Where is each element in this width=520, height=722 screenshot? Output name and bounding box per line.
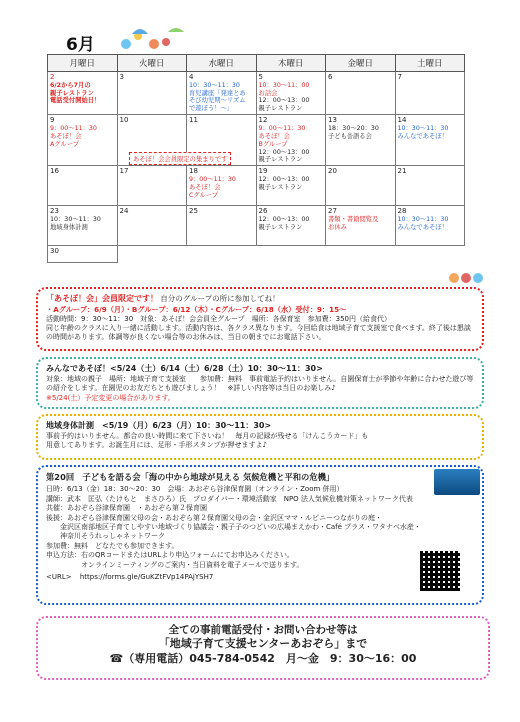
day-number: 14 [397,116,407,125]
calendar-event-text: 6/2から7月の [50,81,91,89]
box4-line: 神奈川そうれっしゃネットワーク [46,532,165,541]
calendar-event-text: 10：30～11：30 [189,81,240,89]
calendar-event-text: 親子レストラン [258,183,303,191]
calendar-week-row [48,246,465,263]
day-number: 3 [119,73,124,81]
qr-code[interactable] [420,551,460,591]
box4-line: 参加費：無料 どなたでも参加できます。 [46,541,179,550]
calendar-day-cell [187,206,257,246]
calendar-table [47,54,465,263]
calendar-event-text: お話会 [258,89,278,97]
box1-groups: ・Aグループ：6/9（月）・Bグループ：6/12（木）・Cグループ：6/18（水）受付：9：15～ [46,304,347,314]
weekday-header: 木曜日 [256,55,326,72]
month-title: 6月 [66,35,95,55]
calendar-day-cell [48,166,118,206]
calendar-day-cell [187,72,257,115]
box4-line: 金沢区南部地区子育てしやすい地域づくり協議会・親子子のつどいの広場まえかわ・Café プラス・ワタナベ水産・ [46,522,421,531]
day-number: 7 [397,73,402,81]
calendar-event-text: Aグループ [50,140,79,148]
calendar-event-text: みんなであそぼ！ [397,223,448,231]
calendar-day-cell [326,166,396,206]
calendar-day-cell [117,166,187,206]
calendar-day-cell [256,115,326,166]
day-number: 2 [50,73,55,81]
box3-title: 地域身体計測 <5/19（月）6/23（月）10：30～11：30> [46,421,272,430]
day-number: 4 [189,73,194,81]
day-number: 26 [258,207,268,216]
calendar-event-text: 10：30～11：30 [397,215,449,223]
day-number: 10 [119,116,129,125]
calendar-event-text: 12：00～13：00 [258,97,310,105]
decorative-umbrella-kids-illustration [118,24,188,54]
calendar-day-cell [395,115,465,166]
form-url-link[interactable]: https://forms.gle/GuKZtFVp14PAjYSH7 [79,573,214,582]
day-number: 27 [328,207,337,216]
day-number: 13 [328,116,337,125]
empty-cell [117,246,187,263]
day-number: 30 [50,247,59,256]
day-number: 20 [328,167,337,176]
calendar-event-text: あそぼ！会 [50,132,82,140]
box4-line: オンラインミーティングのご案内・当日資料を電子メールで送ります。 [46,560,304,569]
weekday-header: 水曜日 [187,55,257,72]
calendar-week-row [48,206,465,246]
day-number: 11 [189,116,198,125]
calendar-event-text: Cグループ [189,191,219,199]
calendar-week-row [48,166,465,206]
empty-cell [326,246,396,263]
box3-line3: 用意してあります。お誕生月には、足形・手形スタンプが押せますよ♪ [46,441,267,450]
weekday-header-row [48,55,465,72]
calendar-day-cell [326,72,396,115]
weekday-header: 火曜日 [117,55,187,72]
calendar-week-row [48,72,465,115]
calendar-event-text: 書類・書籍閲覧及 [328,215,379,223]
calendar-event-text: 10：30～11：30 [397,124,449,132]
day-number: 21 [397,167,407,176]
box3-line2: 事前予約はいりません。都合の良い時間に来て下さいね！ 毎月の記録が残せる「けんこうカード」も [46,431,369,440]
box4-line: 日時：6/13（金）18：30～20：30 会場：あおぞら谷津保育園（オンライン・Zoom 併用） [46,485,344,494]
box4-line: 後援：あおぞら谷津保育園父母の会・あおぞら第２保育園父母の会・金沢区ママ・ルピニーつながりの庭・ [46,513,382,522]
calendar-event-text: 子ども을語る会 [328,132,372,140]
contact-line1: 全ての事前電話受付・お問い合わせ等は [168,624,358,636]
box2-title: みんなであそぼ！<5/24（土）6/14（土）6/28（土）10：30～11：30> [46,364,323,373]
day-number: 25 [189,207,198,216]
calendar-day-cell [395,72,465,115]
calendar-event-text: Bグループ [258,140,288,148]
sea-photo-image [434,469,480,495]
contact-phone: ☎（専用電話）045-784-0542 月～金 9：30～16：00 [109,652,417,666]
calendar-day-cell [187,166,257,206]
calendar-event-text: お休み [328,223,347,231]
weekday-header: 土曜日 [395,55,465,72]
weekday-header: 金曜日 [326,55,396,72]
calendar-day-cell [256,72,326,115]
box4-title: 第20回 子どもを語る会「海の中から地球が見える 気候危機と平和の危機」 [46,472,335,482]
box2-description: 対象：地域の親子 場所：地域子育て支援室 参加費：無料 事前電話予約はいりません。自園保育士が季節や年齢に合わせた遊び等の紹介をします。在園児のお友だちとも遊びましょう！ ※詳しい内容等は当日のお楽しみ♪ [46,374,474,393]
day-number: 9 [50,116,55,125]
calendar-event-text: 親子レストラン [258,223,303,231]
calendar-event-text: 育児講座「発達とあ [189,89,246,97]
calendar-day-cell [48,115,118,166]
calendar-event-text: 9：00～11：30 [189,175,236,183]
calendar-day-cell [48,246,118,263]
calendar-week-row [48,115,465,166]
calendar-event-text: 電話受付開始日！ [50,97,101,105]
calendar-day-cell [395,166,465,206]
calendar-day-cell [117,206,187,246]
kodomo-wo-kataru-kai-box [36,465,484,605]
calendar-day-cell [117,72,187,115]
contact-info-box [36,616,490,680]
box4-line: 共催：あおぞら谷津保育園 ・あおぞら第２保育園 [46,504,207,513]
day-number: 24 [119,207,129,216]
calendar-event-text: 9：00～11：30 [50,124,97,132]
decorative-kids-illustration [446,270,484,292]
calendar-day-cell [395,206,465,246]
day-number: 16 [50,167,59,176]
calendar-event-text: 地域身体計測 [50,223,88,231]
day-number: 6 [328,73,333,81]
calendar-event-text: 9：00～11：30 [258,124,306,132]
calendar-event-text: 親子レストラン [258,156,303,164]
members-only-notice: あそぼ！会会員限定の集まりです [129,152,231,165]
day-number: 17 [119,167,129,176]
box1-time: 活動時間：9：30～11：30 対象：あそぼ！会会員全グループ 場所：各保育室 参加費：350円（給食代） [46,314,391,323]
calendar-day-cell [326,115,396,166]
calendar-event-text: みんなであそぼ！ [397,132,448,140]
day-number: 28 [397,207,407,216]
calendar-day-cell [48,206,118,246]
box2-note: ※5/24(土）予定変更の場合があります。 [46,393,175,402]
contact-line2: 「地域子育て支援センターあおぞら」まで [158,637,368,651]
calendar-event-text: 12：00～13：00 [258,175,310,183]
empty-cell [256,246,326,263]
calendar-day-cell [256,166,326,206]
calendar-event-text: 親子レストラン [50,89,94,97]
calendar-event-text: そび幼児期～リズム [189,97,246,105]
calendar-event-text: 12：00～13：00 [258,215,310,223]
url-label: <URL> [46,573,72,582]
minna-de-asobo-box [36,357,484,409]
box4-line: 講師：武本 匡弘（たけもと まさひろ）氏 プロダイバー・環境活動家 NPO 法人気候危機対策ネットワーク代表 [46,494,413,503]
calendar-day-cell [326,206,396,246]
box1-subtitle: 自分のグループの所に参加してね！ [160,294,280,303]
box4-line: 申込方法：右のQRコードまたはURLより申込フォームにてお申込みください。 [46,551,294,560]
day-number: 19 [258,167,268,176]
asobokai-members-box [36,287,484,351]
body-measurement-box [36,414,484,460]
empty-cell [187,246,257,263]
calendar-event-text: あそぼ！会 [258,132,290,140]
box1-title: 「あそぼ！会」会員限定です！ [46,294,158,303]
empty-cell [395,246,465,263]
day-number: 12 [258,116,268,125]
day-number: 23 [50,207,59,216]
weekday-header: 月曜日 [48,55,118,72]
calendar-event-text: 18：30～20：30 [328,124,379,132]
day-number: 5 [258,73,263,81]
calendar-event-text: あそぼ！会 [189,183,221,191]
calendar-event-text: 10：30～11：00 [258,81,310,89]
calendar-day-cell [48,72,118,115]
day-number: 18 [189,167,198,176]
calendar-event-text: で遊ぼう！～」 [189,105,234,113]
box1-description: 同じ年齢のクラスに入り一緒に活動します。活動内容は、各クラス異なります。今回給食は地域子育て支援室で食べます。終了後は懇談の時間があります。体調等が良くない場合等のお休みは、当日の朝までにお電話下さい。 [46,323,471,342]
calendar-event-text: 親子レストラン [258,105,303,113]
calendar-event-text: 12：00～13：00 [258,148,310,156]
calendar-event-text: 10：30～11：30 [50,215,101,223]
calendar-day-cell [256,206,326,246]
